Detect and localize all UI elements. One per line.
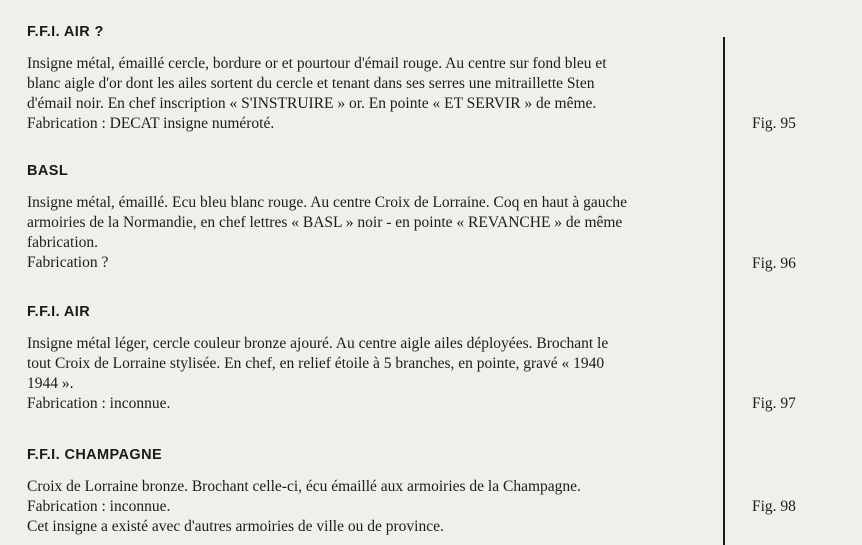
section-heading: BASL <box>27 163 69 179</box>
section-ffi-air <box>27 303 703 414</box>
body-text-line: 1944 ». <box>27 375 74 392</box>
body-text-line: tout Croix de Lorraine stylisée. En chef, en relief étoile à 5 branches, en pointe, gravé « 1940 <box>27 355 605 372</box>
body-text-line: fabrication. <box>27 234 99 251</box>
section-heading: F.F.I. CHAMPAGNE <box>27 447 163 463</box>
figure-reference-95: Fig. 95 <box>752 115 796 132</box>
body-text-line: Fabrication : inconnue. <box>27 498 171 515</box>
section-heading: F.F.I. AIR <box>27 304 91 320</box>
body-text-line: Croix de Lorraine bronze. Brochant celle-ci, écu émaillé aux armoiries de la Champagne. <box>27 478 581 495</box>
body-text-line: armoiries de la Normandie, en chef lettres « BASL » noir - en pointe « REVANCHE » de même <box>27 214 623 231</box>
body-text-line: blanc aigle d'or dont les ailes sortent du cercle et tenant dans ses serres une mitraillette Sten <box>27 75 595 92</box>
figure-reference-97: Fig. 97 <box>752 395 796 412</box>
body-text-line: Insigne métal, émaillé cercle, bordure or et pourtour d'émail rouge. Au centre sur fond bleu et <box>27 55 607 72</box>
section-basl <box>27 162 703 273</box>
body-text-line: d'émail noir. En chef inscription « S'INSTRUIRE » or. En pointe « ET SERVIR » de même. <box>27 95 597 112</box>
section-ffi-air-question <box>27 23 703 134</box>
body-text-line: Insigne métal, émaillé. Ecu bleu blanc rouge. Au centre Croix de Lorraine. Coq en haut à gauche <box>27 194 627 211</box>
section-ffi-champagne <box>27 446 703 537</box>
body-text-line: Fabrication : inconnue. <box>27 395 171 412</box>
body-text-line: Fabrication ? <box>27 254 109 271</box>
figure-reference-98: Fig. 98 <box>752 498 796 515</box>
body-text-line: Insigne métal léger, cercle couleur bronze ajouré. Au centre aigle ailes déployées. Brochant le <box>27 335 609 352</box>
body-text-line: Fabrication : DECAT insigne numéroté. <box>27 115 275 132</box>
vertical-rule-divider <box>723 37 725 545</box>
body-text-line: Cet insigne a existé avec d'autres armoiries de ville ou de province. <box>27 518 444 535</box>
figure-reference-96: Fig. 96 <box>752 255 796 272</box>
section-heading: F.F.I. AIR ? <box>27 24 104 40</box>
